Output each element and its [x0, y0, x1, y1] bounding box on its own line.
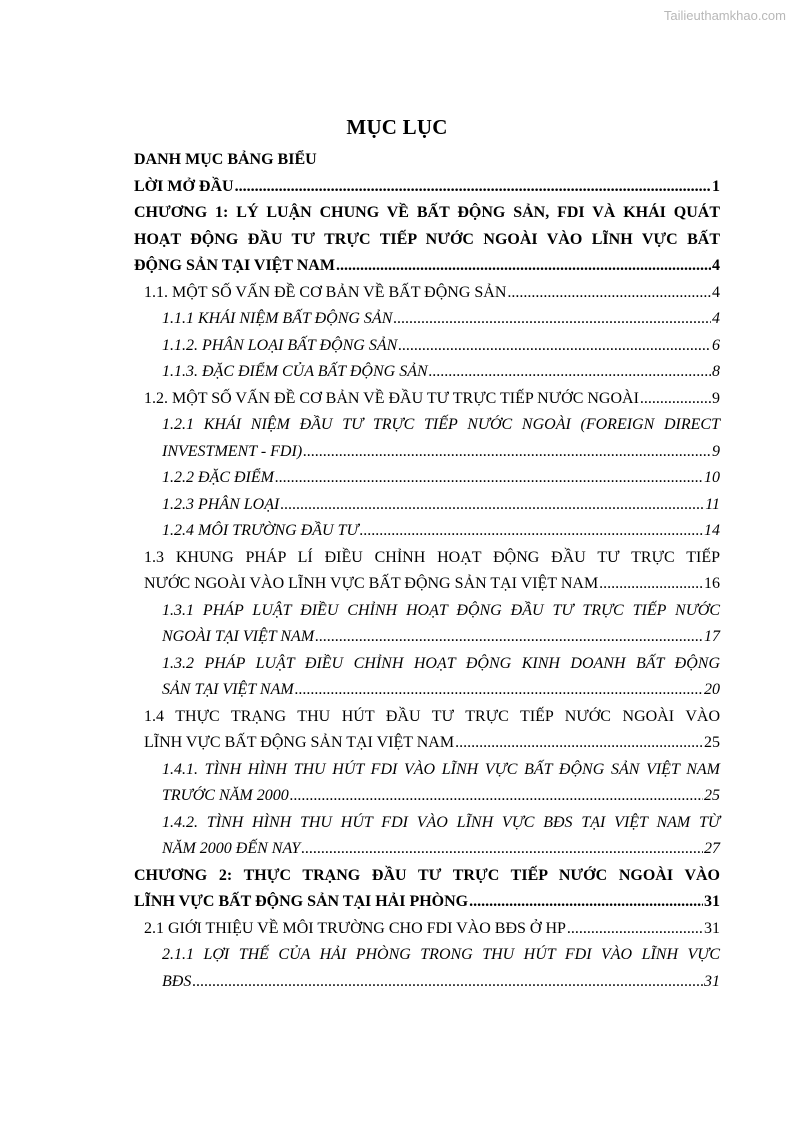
dot-leader	[315, 624, 703, 651]
toc-entry-text: LĨNH VỰC BẤT ĐỘNG SẢN TẠI HẢI PHÒNG	[134, 893, 469, 910]
toc-page-number: 25	[704, 734, 720, 751]
toc-entry-text: 1.1. MỘT SỐ VẤN ĐỀ CƠ BẢN VỀ BẤT ĐỘNG SẢN	[144, 283, 507, 301]
toc-entry[interactable]	[134, 492, 720, 519]
toc-entry[interactable]	[134, 651, 720, 678]
toc-entry-text: SẢN TẠI VIỆT NAM	[162, 681, 294, 698]
page-title: MỤC LỤC	[346, 115, 448, 139]
toc-entry[interactable]	[134, 306, 720, 333]
toc-page-number: 14	[704, 522, 720, 539]
toc-entry-continued[interactable]	[134, 624, 720, 651]
toc-page-number: 25	[704, 787, 720, 804]
toc-entry-continued[interactable]	[134, 730, 720, 757]
toc-page-number: 11	[705, 495, 720, 513]
dot-leader	[295, 677, 703, 704]
toc-entry[interactable]	[134, 942, 720, 969]
toc-entry-continued[interactable]	[134, 439, 720, 466]
toc-entry[interactable]	[134, 200, 720, 227]
dot-leader	[360, 518, 703, 545]
toc-entry[interactable]	[134, 174, 720, 201]
toc-entry-text: DANH MỤC BẢNG BIỂU	[134, 151, 317, 168]
toc-entry-text: NĂM 2000 ĐẾN NAY	[162, 840, 301, 857]
dot-leader	[429, 359, 711, 386]
toc-entry-text: 1.3.1 PHÁP LUẬT ĐIỀU CHỈNH HOẠT ĐỘNG ĐẦU TƯ TRỰC TIẾP NƯỚC	[162, 601, 720, 619]
toc-entry[interactable]	[134, 863, 720, 890]
toc-entry-text: 1.3 KHUNG PHÁP LÍ ĐIỀU CHỈNH HOẠT ĐỘNG ĐẦU TƯ TRỰC TIẾP	[144, 548, 720, 566]
toc-entry[interactable]	[134, 465, 720, 492]
toc-entry-text: 1.2.1 KHÁI NIỆM ĐẦU TƯ TRỰC TIẾP NƯỚC NGOÀI (FOREIGN DIRECT	[162, 416, 720, 433]
dot-leader	[640, 386, 711, 413]
toc-page-number: 31	[704, 919, 720, 937]
dot-leader	[235, 174, 711, 201]
watermark: Tailieuthamkhao.com	[663, 8, 786, 23]
toc-entry[interactable]	[134, 518, 720, 545]
toc-entry[interactable]	[134, 598, 720, 625]
toc-entry-continued[interactable]	[134, 227, 720, 254]
dot-leader	[301, 836, 703, 863]
toc-page-number: 1	[712, 177, 720, 195]
toc-entry-continued[interactable]	[134, 571, 720, 598]
toc-entry[interactable]	[134, 916, 720, 943]
toc-entry-text: 2.1.1 LỢI THẾ CỦA HẢI PHÒNG TRONG THU HÚT FDI VÀO LĨNH VỰC	[162, 946, 720, 963]
toc-page-number: 27	[704, 840, 720, 857]
toc-page-number: 31	[704, 972, 720, 990]
toc-entry-text: 1.2.4 MÔI TRƯỜNG ĐẦU TƯ	[162, 522, 359, 539]
toc-entry-text: 1.4 THỰC TRẠNG THU HÚT ĐẦU TƯ TRỰC TIẾP NƯỚC NGOÀI VÀO	[144, 707, 720, 725]
dot-leader	[393, 306, 711, 333]
toc-entry-text: ĐỘNG SẢN TẠI VIỆT NAM	[134, 257, 335, 274]
dot-leader	[192, 969, 703, 996]
toc-entry-continued[interactable]	[134, 677, 720, 704]
toc-page-number: 4	[712, 257, 720, 274]
toc-page-number: 17	[704, 628, 720, 645]
toc-entry-continued[interactable]	[134, 889, 720, 916]
toc-page-number: 9	[712, 389, 720, 407]
dot-leader	[290, 783, 703, 810]
toc-page-number: 8	[712, 363, 720, 380]
toc-entry[interactable]	[134, 333, 720, 360]
toc-entry[interactable]	[134, 810, 720, 837]
toc-entry-text: NGOÀI TẠI VIỆT NAM	[162, 628, 315, 645]
toc-entry[interactable]	[134, 386, 720, 413]
dot-leader	[599, 571, 703, 598]
toc-page-number: 4	[712, 310, 720, 327]
toc-entry-text: LỜI MỞ ĐẦU	[134, 177, 234, 195]
dot-leader	[507, 280, 711, 307]
toc-entry-text: 1.2. MỘT SỐ VẤN ĐỀ CƠ BẢN VỀ ĐẦU TƯ TRỰC TIẾP NƯỚC NGOÀI	[144, 389, 639, 407]
toc-entry[interactable]	[134, 545, 720, 572]
toc-entry-text: BĐS	[162, 972, 192, 990]
dot-leader	[455, 730, 703, 757]
dot-leader	[398, 333, 711, 360]
toc-entry-text: LĨNH VỰC BẤT ĐỘNG SẢN TẠI VIỆT NAM	[144, 734, 455, 751]
toc-page-number: 10	[704, 469, 720, 486]
dot-leader	[469, 889, 703, 916]
toc-entry-text: 1.3.2 PHÁP LUẬT ĐIỀU CHỈNH HOẠT ĐỘNG KINH DOANH BẤT ĐỘNG	[162, 654, 720, 672]
toc-page-number: 20	[704, 681, 720, 698]
toc-entry-text: TRƯỚC NĂM 2000	[162, 787, 289, 804]
table-of-contents	[134, 147, 720, 995]
dot-leader	[275, 465, 703, 492]
toc-entry-text: INVESTMENT - FDI)	[162, 442, 303, 460]
toc-entry-text: CHƯƠNG 1: LÝ LUẬN CHUNG VỀ BẤT ĐỘNG SẢN, FDI VÀ KHÁI QUÁT	[134, 204, 720, 221]
dot-leader	[303, 439, 711, 466]
dot-leader	[280, 492, 704, 519]
toc-entry-text: CHƯƠNG 2: THỰC TRẠNG ĐẦU TƯ TRỰC TIẾP NƯỚC NGOÀI VÀO	[134, 866, 720, 884]
toc-page-number: 9	[712, 442, 720, 460]
dot-leader	[336, 253, 711, 280]
toc-entry-continued[interactable]	[134, 836, 720, 863]
toc-page-number: 6	[712, 336, 720, 354]
toc-entry-continued[interactable]	[134, 969, 720, 996]
toc-entry-text: 1.1.2. PHÂN LOẠI BẤT ĐỘNG SẢN	[162, 336, 398, 354]
toc-entry[interactable]	[134, 412, 720, 439]
toc-entry-text: 1.2.3 PHÂN LOẠI	[162, 495, 280, 513]
toc-entry-continued[interactable]	[134, 783, 720, 810]
toc-entry-text: 1.1.3. ĐẶC ĐIỂM CỦA BẤT ĐỘNG SẢN	[162, 363, 428, 380]
toc-entry-text: 1.2.2 ĐẶC ĐIỂM	[162, 469, 274, 486]
toc-entry-continued[interactable]	[134, 253, 720, 280]
toc-entry-text: 1.4.2. TÌNH HÌNH THU HÚT FDI VÀO LĨNH VỰC BĐS TẠI VIỆT NAM TỪ	[162, 813, 720, 831]
toc-entry[interactable]	[134, 280, 720, 307]
dot-leader	[567, 916, 703, 943]
toc-entry-text: HOẠT ĐỘNG ĐẦU TƯ TRỰC TIẾP NƯỚC NGOÀI VÀO LĨNH VỰC BẤT	[134, 230, 720, 248]
toc-entry-text: 2.1 GIỚI THIỆU VỀ MÔI TRƯỜNG CHO FDI VÀO BĐS Ở HP	[144, 919, 566, 937]
toc-entry[interactable]	[134, 704, 720, 731]
toc-page-number: 31	[704, 893, 720, 910]
toc-page-number: 4	[712, 283, 720, 301]
toc-entry-text: 1.1.1 KHÁI NIỆM BẤT ĐỘNG SẢN	[162, 310, 393, 327]
toc-entry[interactable]	[134, 757, 720, 784]
toc-entry[interactable]	[134, 147, 720, 174]
toc-page-number: 16	[704, 575, 720, 592]
toc-entry[interactable]	[134, 359, 720, 386]
toc-entry-text: 1.4.1. TÌNH HÌNH THU HÚT FDI VÀO LĨNH VỰC BẤT ĐỘNG SẢN VIỆT NAM	[162, 760, 720, 778]
toc-entry-text: NƯỚC NGOÀI VÀO LĨNH VỰC BẤT ĐỘNG SẢN TẠI VIỆT NAM	[144, 575, 599, 592]
